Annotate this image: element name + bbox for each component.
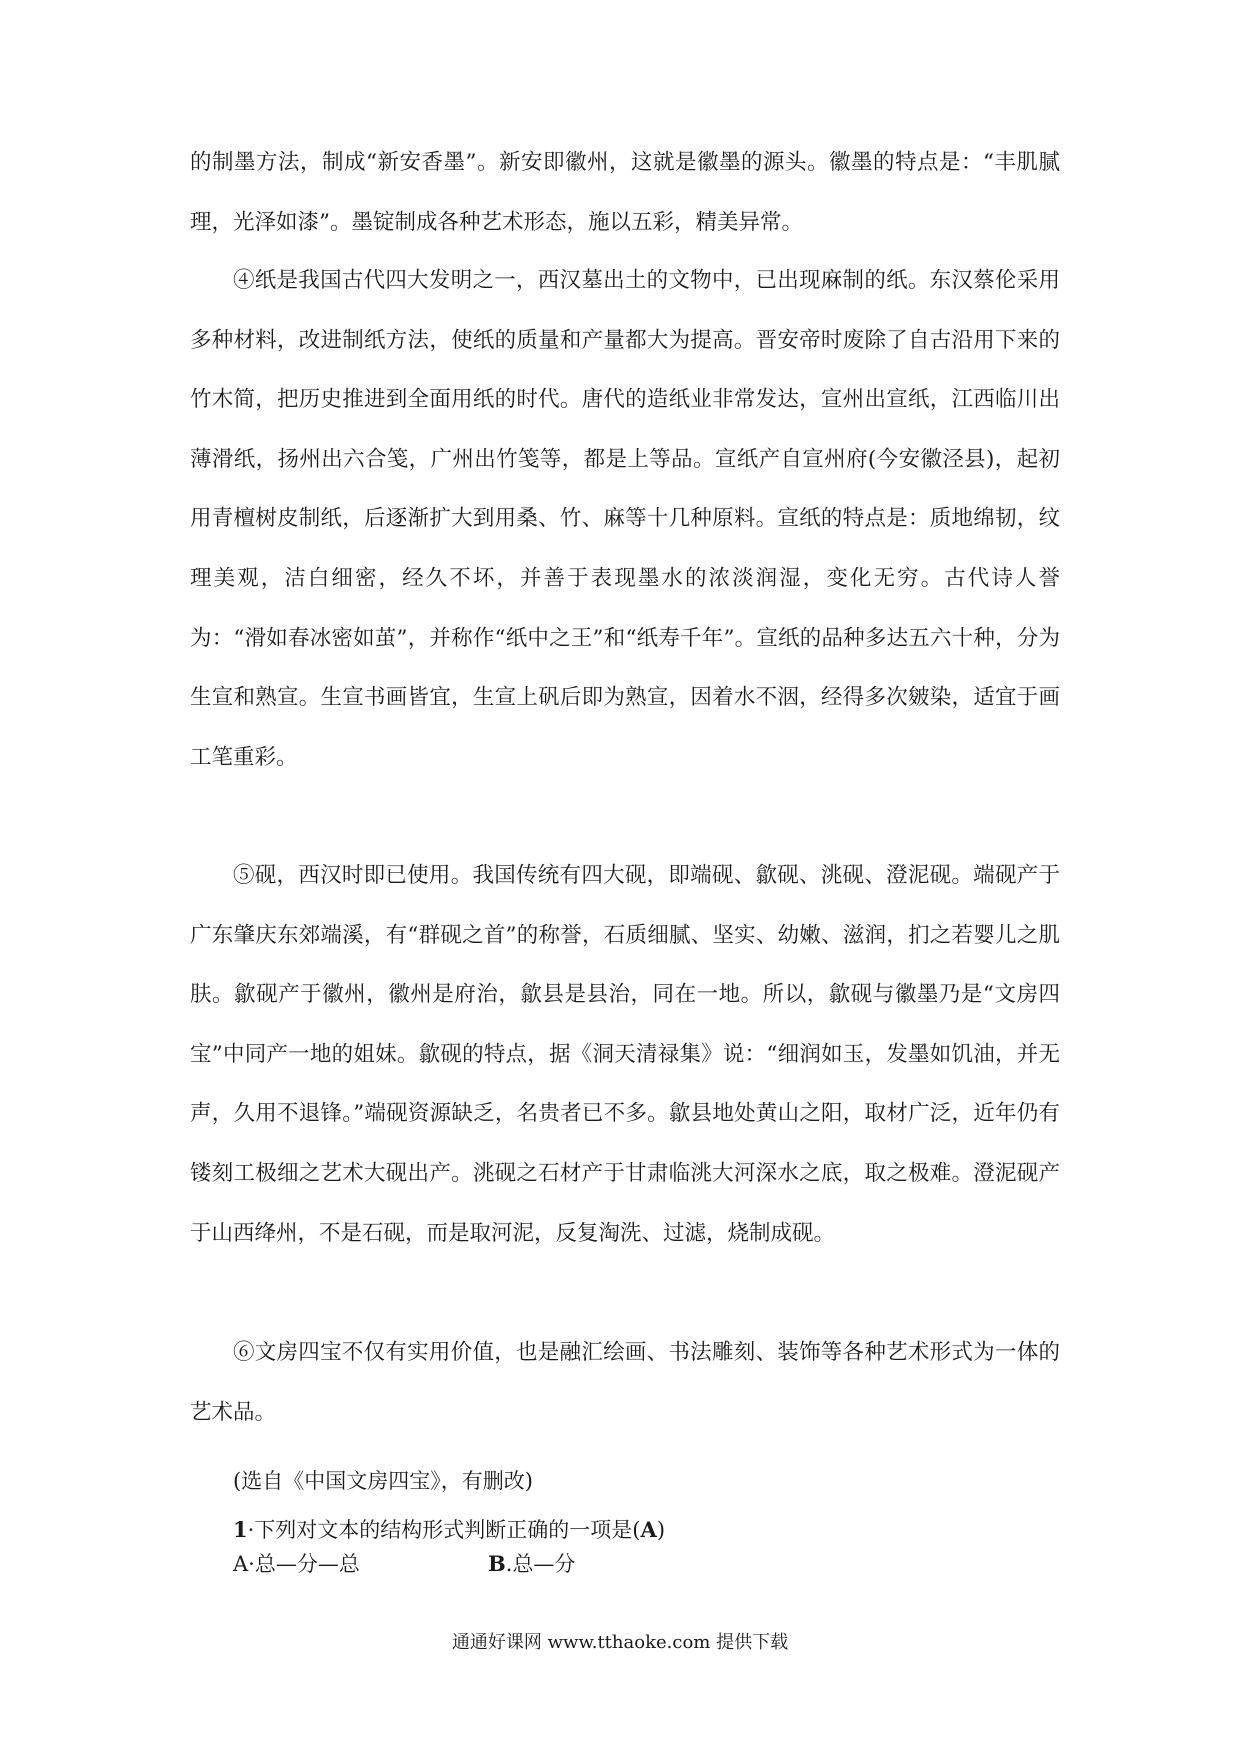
answer-options xyxy=(233,1549,733,1579)
option-b xyxy=(488,1552,575,1576)
question-1 xyxy=(233,1515,665,1545)
page-footer: 通通好课网 www.tthaoke.com 提供下载 xyxy=(451,1632,789,1653)
paragraph-4-paper: ④纸是我国古代四大发明之一，西汉墓出土的文物中，已出现麻制的纸。东汉蔡伦采用多种材料，改进制纸方法，使纸的质量和产量都大为提高。晋安帝时废除了自古沿用下来的竹木简，把历史推进到全面用纸的时代。唐代的造纸业非常发达，宣州出宣纸，江西临川出薄滑纸，扬州出六合笺，广州出竹笺等，都是上等品。宣纸产自宣州府(今安徽泾县)，起初用青檀树皮制纸，后逐渐扩大到用桑、竹、麻等十几种原料。宣纸的特点是：质地绵韧，纹理美观，洁白细密，经久不坏，并善于表现墨水的浓淡润湿，变化无穷。古代诗人誉为：“滑如春冰密如茧”，并称作“纸中之王”和“纸寿千年”。宣纸的品种多达五六十种，分为生宣和熟宣。生宣书画皆宜，生宣上矾后即为熟宣，因着水不洇，经得多次皴染，适宜于画工笔重彩。 xyxy=(190,268,1060,770)
option-b-letter: B xyxy=(488,1551,506,1576)
question-stem: 下列对文本的结构形式判断正确的一项是( xyxy=(254,1518,641,1542)
question-close: ) xyxy=(656,1518,666,1542)
source-note: (选自《中国文房四宝》，有删改) xyxy=(233,1469,533,1493)
option-b-separator: . xyxy=(505,1552,513,1576)
option-a-separator: · xyxy=(248,1552,255,1576)
question-separator: · xyxy=(247,1518,255,1542)
option-a-letter: A xyxy=(233,1552,249,1576)
question-number: 1 xyxy=(233,1517,248,1542)
option-a-text: 总—分—总 xyxy=(254,1552,360,1576)
paragraph-ink-tail: 的制墨方法，制成“新安香墨”。新安即徽州，这就是徽墨的源头。徽墨的特点是：“丰肌腻理，光泽如漆”。墨锭制成各种艺术形态，施以五彩，精美异常。 xyxy=(190,150,1060,235)
paragraph-5-inkstone: ⑤砚，西汉时即已使用。我国传统有四大砚，即端砚、歙砚、洮砚、澄泥砚。端砚产于广东肇庆东郊端溪，有“群砚之首”的称誉，石质细腻、坚实、幼嫩、滋润，扪之若婴儿之肌肤。歙砚产于徽州，徽州是府治，歙县是县治，同在一地。所以，歙砚与徽墨乃是“文房四宝”中同产一地的姐妹。歙砚的特点，据《洞天清禄集》说：“细润如玉，发墨如饥油，并无声，久用不退锋。”端砚资源缺乏，名贵者已不多。歙县地处黄山之阳，取材广泛，近年仍有镂刻工极细之艺术大砚出产。洮砚之石材产于甘肃临洮大河深水之底，取之极难。澄泥砚产于山西绛州，不是石砚，而是取河泥，反复淘洗、过滤，烧制成砚。 xyxy=(190,863,1060,1246)
option-b-text: 总—分 xyxy=(512,1552,576,1576)
question-answer: A xyxy=(640,1517,657,1542)
option-a xyxy=(233,1549,488,1579)
paragraph-6-conclusion: ⑥文房四宝不仅有实用价值，也是融汇绘画、书法雕刻、装饰等各种艺术形式为一体的艺术品。 xyxy=(190,1340,1060,1425)
